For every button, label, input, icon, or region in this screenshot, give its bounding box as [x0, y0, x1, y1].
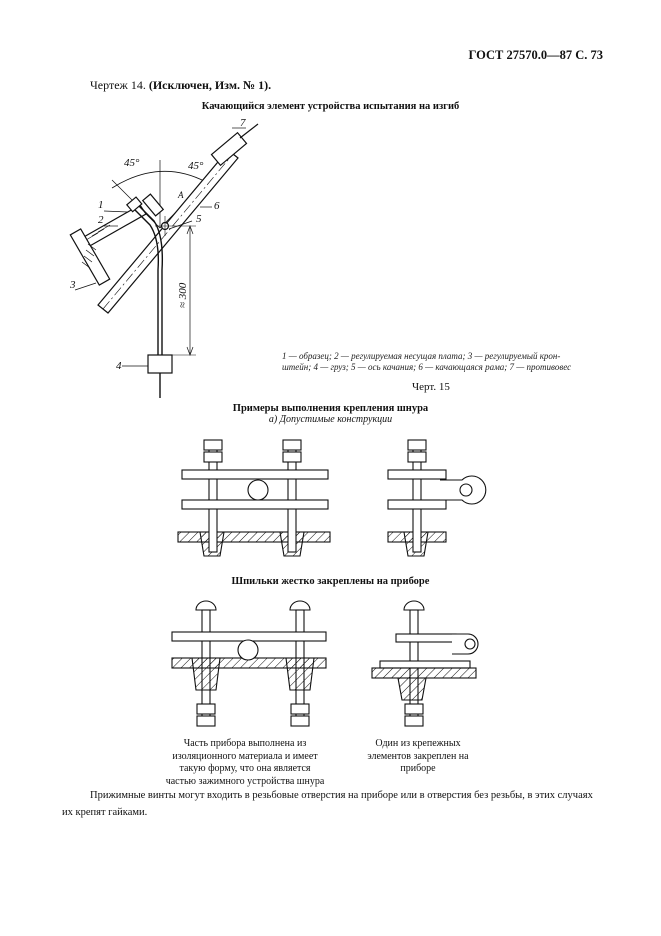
drawing-14-label: Чертеж 14.	[90, 78, 149, 92]
callout-7: 7	[240, 117, 246, 129]
length-dimension: ≈ 300	[177, 282, 189, 308]
figure-16-title: Примеры выполнения крепления шнура	[232, 403, 429, 414]
caption-left-line-3: такую форму, что она является	[179, 763, 311, 774]
document-header: ГОСТ 27570.0—87 С. 73	[468, 48, 603, 62]
figure-15-legend-line-1: 1 — образец; 2 — регулируемая несущая плата; 3 — регулируемый крон-	[282, 351, 561, 361]
callout-4: 4	[116, 360, 122, 372]
figure-16-caption-right	[348, 738, 488, 776]
caption-right-line-2: элементов закреплен на	[367, 750, 469, 762]
caption-left-line-2: изоляционного материала и имеет	[172, 750, 318, 762]
callout-1: 1	[98, 199, 104, 211]
figure-15-label: Черт. 15	[412, 381, 450, 393]
caption-right-line-1: Один из крепежных	[375, 738, 461, 749]
figure-15-title: Качающийся элемент устройства испытания на изгиб	[201, 101, 460, 112]
angle-left-label: 45°	[124, 157, 140, 169]
figure-16-subtitle: а) Допустимые конструкции	[268, 414, 393, 425]
callout-2: 2	[98, 214, 104, 226]
callout-3: 3	[70, 279, 76, 291]
drawing-14-status: (Исключен, Изм. № 1).	[148, 78, 272, 92]
caption-right-line-3: приборе	[400, 763, 436, 774]
section-mark: A	[178, 190, 184, 200]
figure-15-legend-line-2: штейн; 4 — груз; 5 — ось качания; 6 — качающаяся рама; 7 — противовес	[282, 362, 572, 372]
caption-left-line-1: Часть прибора выполнена из	[183, 738, 307, 749]
callout-5: 5	[196, 213, 202, 225]
caption-left-line-4: частью зажимного устройства шнура	[165, 775, 325, 787]
body-paragraph: Прижимные винты могут входить в резьбовые отверстия на приборе или в отверстия без резьбы, в этих случаях их крепят гайками.	[62, 790, 593, 818]
angle-right-label: 45°	[188, 160, 204, 172]
figure-16-middle-title: Шпильки жестко закреплены на приборе	[231, 576, 430, 587]
callout-6: 6	[214, 200, 220, 212]
figure-16-caption-left	[150, 738, 340, 788]
